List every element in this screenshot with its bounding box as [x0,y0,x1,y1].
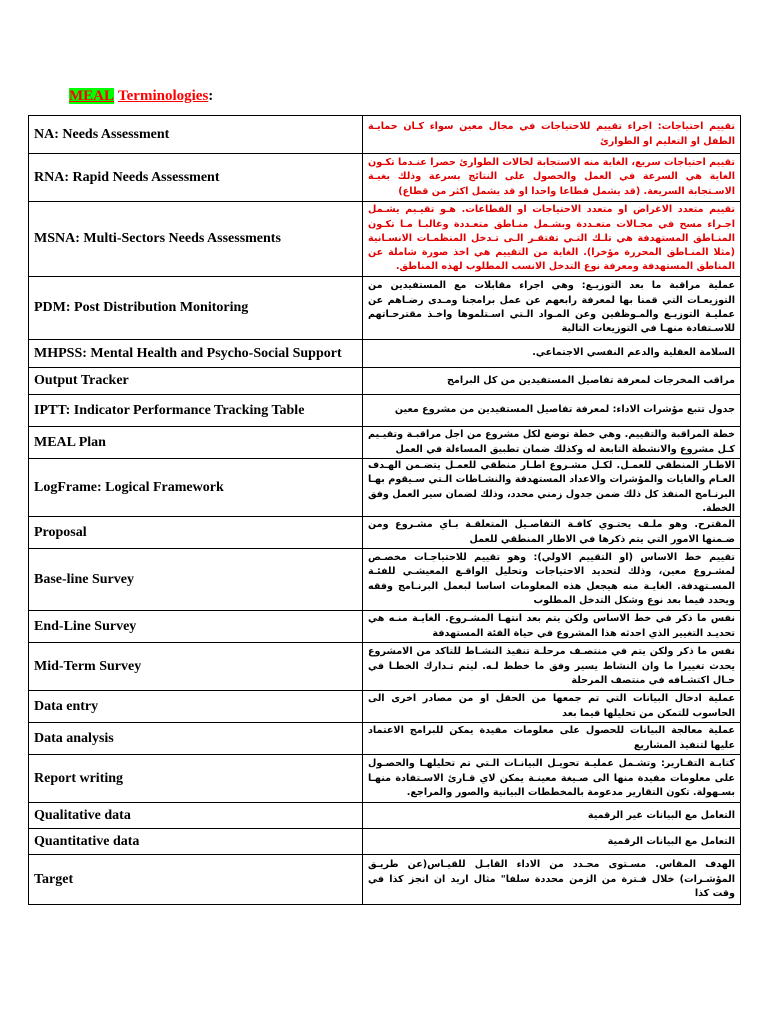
definition-cell: التعامل مع البيانات الرقمية [363,829,741,855]
definition-cell: المقترح. وهو ملـف يحتـوي كافـة التفاصـيل المتعلقـة بـاي مشـروع ومن ضـمنها الامور التي يتم ذكرها في الاطار المنطقي للعمل [363,517,741,549]
term-cell: Base-line Survey [29,549,363,611]
table-row [29,517,741,549]
table-row [29,368,741,395]
title-meal: MEAL [69,88,114,104]
term-cell: Proposal [29,517,363,549]
table-row [29,643,741,691]
term-cell: MEAL Plan [29,427,363,459]
table-row [29,549,741,611]
table-row [29,691,741,723]
term-cell: LogFrame: Logical Framework [29,459,363,517]
terminology-table [28,115,741,905]
definition-cell: نفس ما ذكر في خط الاساس ولكن يتم بعد انتهـا المشـروع. الغايـة منـه هي تحديـد التغيير الذي احدثه هذا المشروع في حياة الفئة المستهدفة [363,611,741,643]
table-row [29,755,741,803]
definition-cell: مراقب المخرجات لمعرفة تفاصيل المستفيدين من كل البرامج [363,368,741,395]
term-cell: IPTT: Indicator Performance Tracking Table [29,395,363,427]
term-cell: Quantitative data [29,829,363,855]
table-row [29,855,741,905]
title-terminologies: Terminologies [118,88,209,104]
page-title [69,87,213,105]
term-cell: Report writing [29,755,363,803]
definition-cell: كتابـة التقـارير: وتشـمل عمليـة تحويـل البيانـات الـتي تم تحليلهـا والحصـول على معلومات مفيدة منها الى صـيغة معينـة يمكن لاي قـارئ الاسـتفادة منهـا بسـهولة. تكون التقارير مدعومة بالمخططات البيانية والصور والمراجع. [363,755,741,803]
definition-cell: خطة المراقبة والتقييم. وهي خطة توضع لكل مشروع من اجل مراقبـة وتقيـيم كـل مشروع والانشطة التابعة له وكذلك ضمان تطبيق المساءلة في العمل [363,427,741,459]
table-row [29,803,741,829]
definition-cell: الاطـار المنطقي للعمـل. لكـل مشـروع اطـار منطقي للعمـل يتضـمن الهـدف العـام والغايات والمؤشرات والاعداد المستهدفة والنشـاطات الـتي سـيقوم بهـا البرنـامج المنفذ كل ذلك ضمن جدول زمني محدد، وذلك لضمان سير العمل وفق الخطة. [363,459,741,517]
table-row [29,459,741,517]
term-cell: NA: Needs Assessment [29,116,363,154]
definition-cell: عملية مراقبة ما بعد التوزيـع: وهي اجراء مقابلات مع المستفيدين من التوزيعـات التي قمنا بها لمعرفة رابعهم عن عمل برامجنا ومـدى رضـاهم عن عمليـة التوزيـع والمـوظفين وعن المـواد الـتي اسـتلموها واخـذ مقترحـاتهم للاسـتفادة منهـا في التوزيعات التالية [363,277,741,340]
table-row [29,202,741,277]
definition-cell: تقييم متعدد الاغراض او متعدد الاحتياجات او القطاعات. هـو تقيـيم يشـمل اجـراء مسح في مجـالات متعـددة وبشـمل منـاطق متعـددة وغالبـا مـا تكـون المنـاطق المستهدفة هي تلـك التـي تفتقـر الـى تـدخل المنظمـات الانسـانية (مثلا المنـاطق المحررة مؤخرا). الغاية من التقييم هي اخذ صورة شاملة عن المناطق المستهدفة ومعرفة نوع التدخل الانسب المطلوب لهذه المناطق. [363,202,741,277]
definition-cell: تقييم احتياجات: اجراء تقييم للاحتياجات في مجال معين سواء كـان حمايـة الطفل او التعليم او الطوارئ [363,116,741,154]
term-cell: Data analysis [29,723,363,755]
term-cell: MSNA: Multi-Sectors Needs Assessments [29,202,363,277]
table-row [29,723,741,755]
definition-cell: عملية ادخال البيانات التي تم جمعها من الحقل او من مصادر اخرى الى الحاسوب للتمكن من تحليلها فيما بعد [363,691,741,723]
definition-cell: جدول تتبع مؤشرات الاداء: لمعرفة تفاصيل المستفيدين من مشروع معين [363,395,741,427]
table-row [29,829,741,855]
term-cell: RNA: Rapid Needs Assessment [29,154,363,202]
term-cell: Output Tracker [29,368,363,395]
term-cell: MHPSS: Mental Health and Psycho-Social Support [29,340,363,368]
title-colon: : [208,88,214,104]
table-row [29,427,741,459]
term-cell: Qualitative data [29,803,363,829]
definition-cell: السلامة العقلية والدعم النفسي الاجتماعي. [363,340,741,368]
term-cell: Mid-Term Survey [29,643,363,691]
table-row [29,395,741,427]
table-row [29,277,741,340]
table-row [29,611,741,643]
table-row [29,154,741,202]
term-cell: PDM: Post Distribution Monitoring [29,277,363,340]
definition-cell: عملية معالجة البيانات للحصول على معلومات مفيدة يمكن للبرامج الاعتماد عليها لتنفيذ المشاريع [363,723,741,755]
definition-cell: تقييم احتياجات سريع، الغاية منه الاستجابة لحالات الطوارئ حصرا عنـدما تكـون الغاية هي السرعة في العمل والحصول على النتائج بسرعة وذلك بغيـة الاسـتجابة السريعة. (قد يشمل قطاعا واحدا او قد يشمل اكثر من قطاع) [363,154,741,202]
term-cell: Data entry [29,691,363,723]
definition-cell: التعامل مع البيانات غير الرقمية [363,803,741,829]
definition-cell: تقييم خط الاساس (او التقييم الاولي): وهو تقييم للاحتياجـات مخصـص لمشـروع معين، وذلك لتحديد الاحتياجات وتحليل الواقـع المعيشـي للفئـة المسـتهدفة. الغايـة منه هيجعل هذه المعلومات اساسا لبعمل البرنـامج وفقه ويحدد فيما بعد نوع وشكل التدخل المطلوب [363,549,741,611]
definition-cell: نفس ما ذكر ولكن يتم في منتصـف مرحلـة تنفيذ النشـاط للتاكد من الامشروع يحدث تغييرا ما وان النشاط يسير وفق ما خطط لـه. ليتم تـدارك الخطـا في حـال اكتشـافه في منتصف المرحلة [363,643,741,691]
definition-cell: الهدف المقاس. مسـتوى محـدد من الاداء القابـل للقيـاس(عن طريـق المؤشـرات) خلال فـترة من الزمن محددة سلفا" مثال اريد ان انجز كذا في وقت كذا [363,855,741,905]
table-row [29,116,741,154]
table-row [29,340,741,368]
term-cell: Target [29,855,363,905]
term-cell: End-Line Survey [29,611,363,643]
